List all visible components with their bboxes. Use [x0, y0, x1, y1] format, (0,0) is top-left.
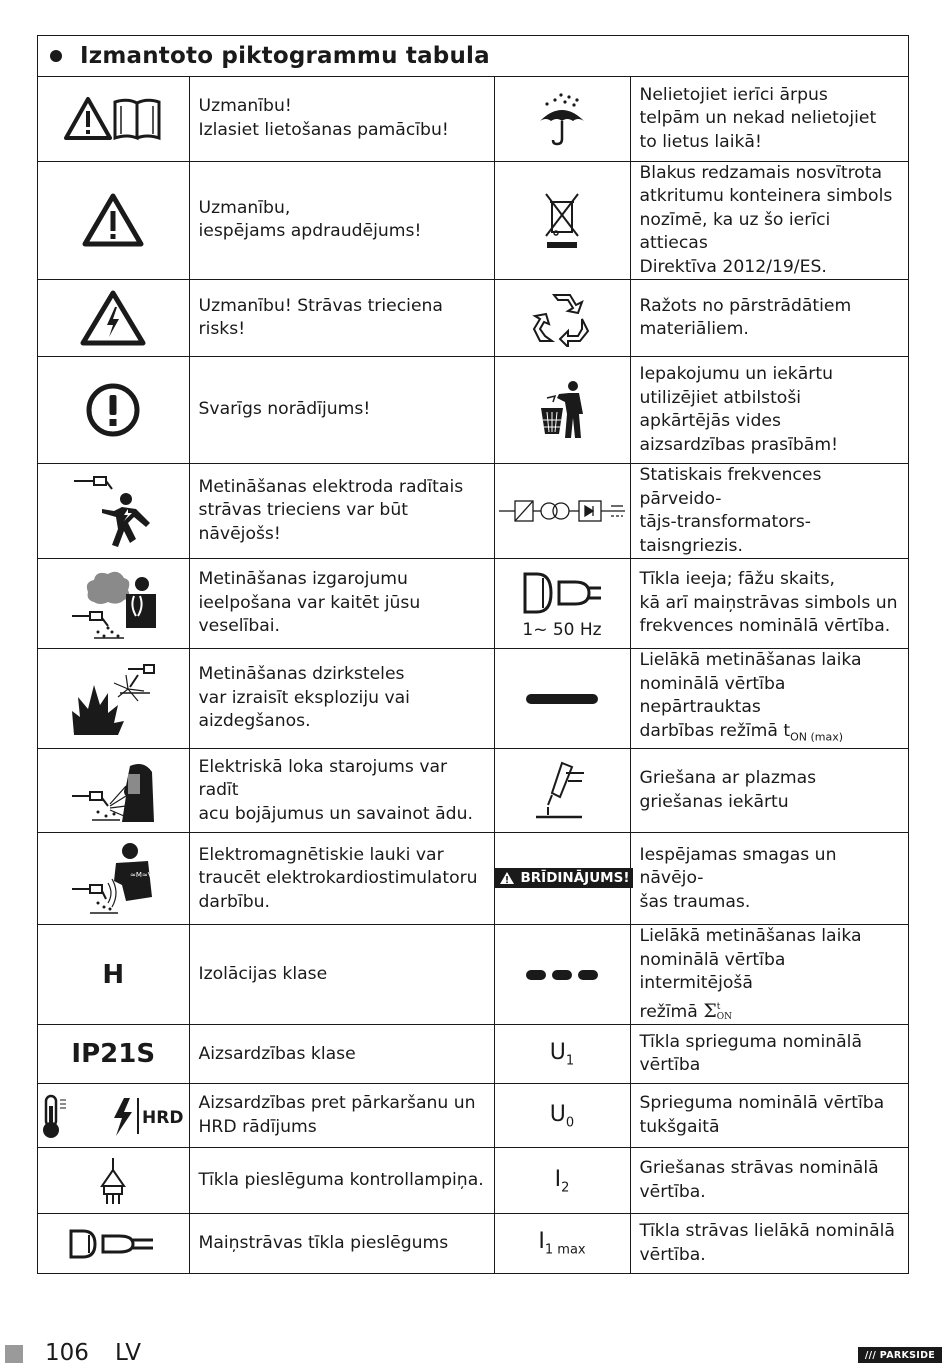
ac-mains-plug-icon — [38, 1214, 189, 1273]
svg-text:≈M≈V: ≈M≈V — [130, 870, 153, 879]
continuous-bar-icon — [494, 649, 630, 749]
arc-radiation-icon — [38, 749, 189, 833]
text-line: Nelietojiet ierīci ārpus — [639, 84, 828, 105]
description-text — [189, 464, 494, 559]
footer-marker — [5, 1345, 23, 1363]
description-text — [630, 833, 908, 925]
text-line: Tīkla ieeja; fāžu skaits, — [639, 569, 836, 590]
text-line: ieelpošana var kaitēt jūsu — [198, 592, 421, 613]
mains-frequency-caption: 1~ 50 Hz — [522, 619, 602, 640]
text-line: Izolācijas klase — [198, 964, 328, 985]
description-text — [630, 464, 908, 559]
language-code: LV — [115, 1340, 142, 1366]
text-line: nominālā vērtība intermitējošā — [639, 949, 786, 994]
warning-label-icon — [494, 833, 630, 925]
text-line: materiāliem. — [639, 319, 749, 339]
description-text — [630, 1084, 908, 1148]
subscript: ON — [716, 1011, 733, 1022]
recycle-icon — [494, 280, 630, 357]
text-line: Tīkla pieslēguma kontrollampiņa. — [198, 1170, 484, 1191]
table-row — [38, 559, 908, 649]
electrode-shock-icon — [38, 464, 189, 559]
text-line: Blakus redzamais nosvītrota — [639, 162, 883, 183]
text-line: Svarīgs norādījums! — [198, 399, 371, 420]
description-text — [189, 357, 494, 464]
mains-input-icon — [494, 559, 630, 649]
description-text — [189, 1084, 494, 1148]
table-row — [38, 649, 908, 749]
text-line: Uzmanību! Strāvas trieciena risks! — [198, 295, 443, 339]
hrd-label: HRD — [142, 1107, 184, 1128]
rated-voltage-symbol — [494, 1025, 630, 1084]
text-line: nozīmē, ka uz šo ierīci attiecas — [639, 209, 831, 253]
cutting-current-symbol — [494, 1148, 630, 1214]
text-line: kā arī maiņstrāvas simbols un — [639, 592, 898, 613]
text-line: aizsardzības prasībām! — [639, 434, 838, 455]
open-circuit-voltage-symbol — [494, 1084, 630, 1148]
text-line: Direktīva 2012/19/ES. — [639, 256, 827, 277]
text-line: Metināšanas izgarojumu — [198, 569, 408, 590]
description-text — [630, 1148, 908, 1214]
text-line: Aizsardzības klase — [198, 1043, 356, 1064]
text-line: Uzmanību! — [198, 96, 292, 117]
description-text — [189, 749, 494, 833]
table-row — [38, 357, 908, 464]
text-line: traucēt elektrokardiostimulatoru — [198, 868, 478, 889]
text-line: vērtība. — [639, 1181, 706, 1202]
text-line: acu bojājumus un savainot ādu. — [198, 803, 473, 824]
text-line-main: darbības režīmā t — [639, 720, 791, 741]
symbol-main: I — [554, 1166, 562, 1192]
insulation-class-value: H — [102, 959, 125, 990]
table-row — [38, 1214, 908, 1273]
warning-icon — [38, 161, 189, 280]
text-line: griešanas iekārtu — [639, 791, 789, 812]
pictogram-table — [38, 77, 908, 1273]
page-number: 106 — [45, 1340, 89, 1366]
table-row — [38, 925, 908, 1025]
text-line: apkārtējās vides — [639, 411, 781, 431]
symbol-main: I — [538, 1229, 545, 1255]
text-line: Lielākā metināšanas laika — [639, 926, 862, 947]
description-text — [630, 77, 908, 161]
brand-logo: /// PARKSIDE — [858, 1347, 942, 1363]
description-text — [630, 649, 908, 749]
welding-fumes-icon — [38, 559, 189, 649]
description-text — [630, 161, 908, 280]
text-line: Elektromagnētiskie lauki var — [198, 844, 444, 865]
text-line: Iespējamas smagas un nāvējo- — [639, 844, 837, 889]
table-row — [38, 833, 908, 925]
power-lamp-icon — [38, 1148, 189, 1214]
text-line: nominālā vērtība nepārtrauktas — [639, 673, 786, 717]
text-line: utilizējiet atbilstoši — [639, 387, 802, 408]
umbrella-rain-icon — [494, 77, 630, 161]
text-line — [640, 1000, 901, 1025]
symbol-subscript: 1 — [565, 1053, 575, 1069]
insulation-class-symbol — [38, 925, 189, 1025]
text-line — [640, 720, 901, 749]
symbol-subscript: 0 — [565, 1115, 575, 1131]
text-line: Sprieguma nominālā vērtība — [639, 1093, 885, 1114]
text-line: Lielākā metināšanas laika — [639, 650, 862, 670]
text-line: Statiskais frekvences pārveido- — [639, 465, 822, 509]
text-line: Tīkla sprieguma nominālā — [639, 1031, 862, 1052]
table-row — [38, 77, 908, 161]
description-text — [189, 1025, 494, 1084]
subscript: ON (max) — [790, 729, 844, 743]
symbol-main: U — [549, 1101, 566, 1127]
description-text — [189, 649, 494, 749]
symbol-main: U — [549, 1040, 566, 1066]
welding-sparks-explosion-icon — [38, 649, 189, 749]
text-line-main: režīmā — [639, 1001, 698, 1022]
intermittent-bar-icon — [494, 925, 630, 1025]
text-line: šas traumas. — [639, 891, 751, 912]
description-text — [189, 925, 494, 1025]
symbol-subscript: 1 max — [544, 1242, 586, 1258]
important-notice-icon — [38, 357, 189, 464]
text-line: Iepakojumu un iekārtu — [639, 364, 833, 384]
table-row — [38, 280, 908, 357]
table-row — [38, 1084, 908, 1148]
table-row — [38, 161, 908, 280]
symbol-subscript: 2 — [561, 1180, 570, 1196]
text-line: var izraisīt eksploziju vai — [198, 687, 410, 708]
table-row — [38, 1025, 908, 1084]
text-line: Izlasiet lietošanas pamācību! — [198, 119, 449, 140]
text-line: vērtība. — [639, 1244, 706, 1265]
table-row — [38, 749, 908, 833]
warning-badge — [495, 868, 634, 888]
text-line: to lietus laikā! — [639, 131, 762, 152]
text-line: tukšgaitā — [639, 1116, 720, 1137]
warning-label-text: BRĪDINĀJUMS! — [520, 870, 630, 887]
text-line: Ražots no pārstrādātiem — [639, 295, 852, 316]
warning-manual-icon — [38, 77, 189, 161]
sum-symbol: Σ — [703, 999, 717, 1022]
superscript: t — [716, 1001, 721, 1012]
table-row — [38, 1148, 908, 1214]
text-line: vērtība — [639, 1055, 701, 1076]
plasma-cutting-icon — [494, 749, 630, 833]
text-line: tājs-transformators-taisngriezis. — [639, 512, 811, 556]
table-row — [38, 464, 908, 559]
text-line: Griešana ar plazmas — [639, 768, 817, 789]
warning-triangle-icon — [499, 871, 515, 885]
description-text — [630, 559, 908, 649]
text-line: Aizsardzības pret pārkaršanu un — [198, 1093, 476, 1114]
description-text — [189, 559, 494, 649]
text-line: HRD rādījums — [198, 1116, 317, 1137]
pictogram-table-frame — [37, 35, 909, 1274]
thermometer-hrd-icon — [38, 1084, 189, 1148]
text-line: Metināšanas dzirksteles — [198, 664, 405, 685]
description-text — [630, 1214, 908, 1273]
protection-class-symbol — [38, 1025, 189, 1084]
text-line: Griešanas strāvas nominālā — [639, 1158, 879, 1179]
text-line: Uzmanību, — [198, 197, 291, 218]
text-line: iespējams apdraudējums! — [198, 221, 422, 242]
max-mains-current-symbol — [494, 1214, 630, 1273]
text-line: darbību. — [198, 891, 270, 912]
text-line: Metināšanas elektroda radītais — [198, 476, 464, 497]
tidyman-icon — [494, 357, 630, 464]
text-line: frekvences nominālā vērtība. — [639, 616, 891, 637]
description-text — [630, 925, 908, 1025]
text-line: telpām un nekad nelietojiet — [639, 108, 877, 128]
text-line: Elektriskā loka starojums var radīt — [198, 756, 448, 801]
bullet-icon — [50, 50, 62, 62]
description-text — [189, 161, 494, 280]
electromagnetic-field-icon — [38, 833, 189, 925]
description-text — [630, 357, 908, 464]
description-text — [189, 1214, 494, 1273]
text-line: Maiņstrāvas tīkla pieslēgums — [198, 1232, 449, 1253]
description-text — [189, 280, 494, 357]
description-text — [189, 1148, 494, 1214]
description-text — [630, 1025, 908, 1084]
crossed-bin-icon — [494, 161, 630, 280]
text-line: aizdegšanos. — [198, 711, 311, 732]
electric-shock-warning-icon — [38, 280, 189, 357]
description-text — [189, 77, 494, 161]
description-text — [630, 749, 908, 833]
text-line: Tīkla strāvas lielākā nominālā — [639, 1221, 895, 1242]
protection-class-value: IP21S — [71, 1039, 156, 1070]
description-text — [189, 833, 494, 925]
text-line: veselībai. — [198, 616, 281, 637]
table-title-bar — [38, 36, 908, 77]
table-title: Izmantoto piktogrammu tabula — [80, 43, 490, 69]
inverter-diagram-icon — [494, 464, 630, 559]
text-line: atkritumu konteinera simbols — [639, 186, 893, 206]
description-text — [630, 280, 908, 357]
text-line: strāvas trieciens var būt nāvējošs! — [198, 500, 408, 544]
